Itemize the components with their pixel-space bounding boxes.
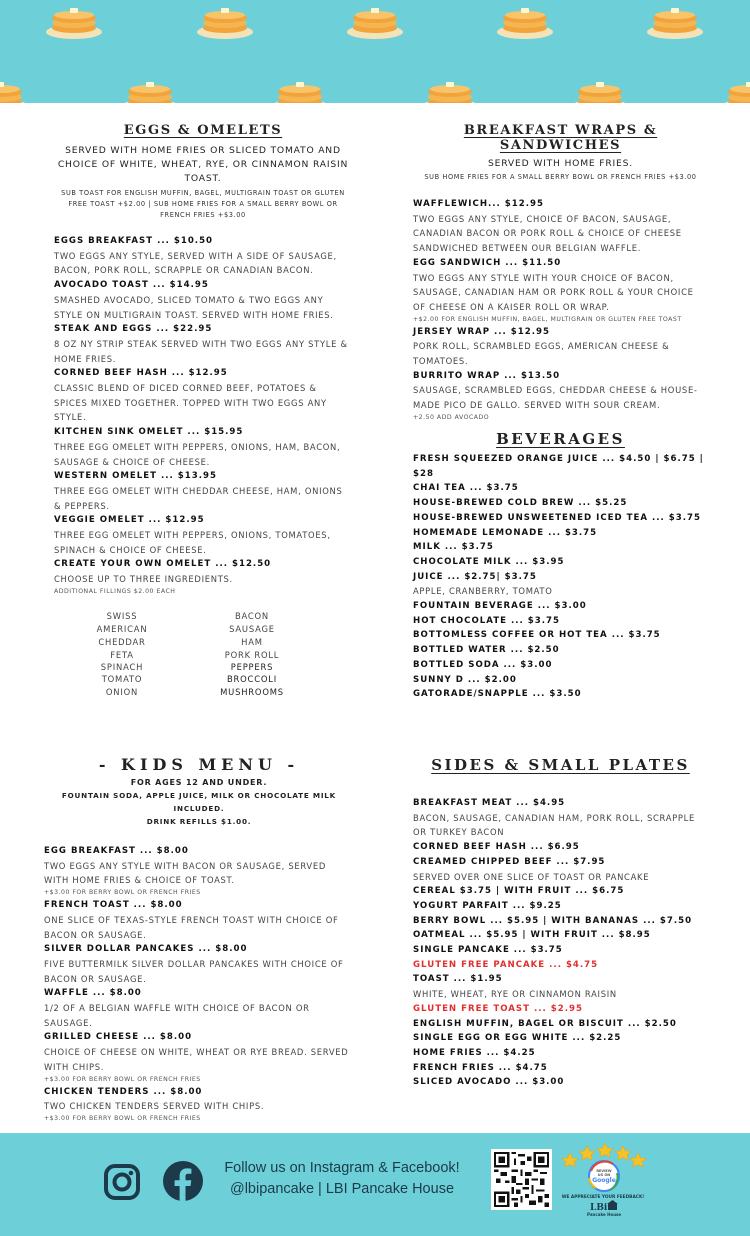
list-item: CREAMED CHIPPED BEEF ... $7.95 <box>413 856 606 867</box>
logo-text-1: LBi <box>590 1203 608 1213</box>
list-item: BREAKFAST MEAT ... $4.95 <box>413 798 566 808</box>
beverages-list <box>413 452 708 702</box>
sides-section <box>413 756 708 1090</box>
list-item: JUICE ... $2.75| $3.75 <box>413 571 537 582</box>
list-item: HOUSE-BREWED UNSWEETENED ICED TEA ... $3.75 <box>413 512 701 523</box>
fillings-grid <box>72 610 352 699</box>
list-item: SLICED AVOCADO ... $3.00 <box>413 1077 565 1088</box>
review-text-2: US ON <box>597 1173 611 1177</box>
list-item: SINGLE EGG OR EGG WHITE ... $2.25 <box>413 1033 622 1044</box>
eggs-items <box>54 234 352 597</box>
follow-line-2: @lbipancake | LBI Pancake House <box>229 1181 455 1197</box>
google-review-badge[interactable] <box>558 1141 648 1223</box>
menu-item: EGG SANDWICH ... $11.50 TWO EGGS ANY STYLE WITH YOUR CHOICE OF BACON, SAUSAGE, CANADIAN HAM OR PORK ROLL & YOUR CHOICE OF CHEESE ON A KAISER ROLL OR WRAP. +$2.00 FOR ENGLISH MUFFIN, BAGEL, MULTIGRAIN OR GLUTEN FREE TOAST <box>413 257 694 323</box>
wraps-items <box>413 197 708 423</box>
list-item: HOT CHOCOLATE ... $3.75 <box>413 615 560 626</box>
social-follow-text <box>222 1158 462 1200</box>
beverages-section <box>413 430 708 702</box>
kids-title: - KIDS MENU - <box>98 755 300 774</box>
list-item: FRENCH FRIES ... $4.75 <box>413 1062 548 1073</box>
menu-item: JERSEY WRAP ... $12.95 PORK ROLL, SCRAMBLED EGGS, AMERICAN CHEESE & TOMATOES. <box>413 326 670 367</box>
review-brand: Google <box>592 1177 616 1184</box>
beverages-title: BEVERAGES <box>496 430 625 448</box>
list-item: BERRY BOWL ... $5.95 | WITH BANANAS ... $7.50 <box>413 915 693 926</box>
list-item: MILK ... $3.75 <box>413 542 494 553</box>
list-item: CORNED BEEF HASH ... $6.95 <box>413 842 580 853</box>
menu-item: CHICKEN TENDERS ... $8.00 TWO CHICKEN TENDERS SERVED WITH CHIPS. +$3.00 FOR BERRY BOWL OR FRENCH FRIES <box>44 1086 265 1122</box>
header-pancake-band <box>0 0 750 103</box>
list-item: BOTTOMLESS COFFEE OR HOT TEA ... $3.75 <box>413 630 661 641</box>
menu-item: AVOCADO TOAST ... $14.95 SMASHED AVOCADO, SLICED TOMATO & TWO EGGS ANY STYLE ON MULTIGRAIN TOAST. SERVED WITH HOME FRIES. <box>54 280 334 320</box>
menu-item: WESTERN OMELET ... $13.95 THREE EGG OMELET WITH CHEDDAR CHEESE, HAM, ONIONS & PEPPERS. <box>54 471 343 511</box>
menu-item: EGG BREAKFAST ... $8.00 TWO EGGS ANY STYLE WITH BACON OR SAUSAGE, SERVED WITH HOME FRIES & CHOICE OF TOAST. +$3.00 FOR BERRY BOWL OR FRENCH FRIES <box>44 846 326 897</box>
fillings-left: SWISS AMERICAN CHEDDAR FETA SPINACH TOMATO ONION <box>96 610 148 697</box>
kids-subtitle-2: FOUNTAIN SODA, APPLE JUICE, MILK OR CHOCOLATE MILK INCLUDED. <box>61 791 337 813</box>
wraps-subtitle: SERVED WITH HOME FRIES. <box>488 158 633 169</box>
review-text-1: REVIEW <box>596 1169 612 1173</box>
sides-title: SIDES & SMALL PLATES <box>431 756 690 774</box>
menu-item: STEAK AND EGGS ... $22.95 8 OZ NY STRIP STEAK SERVED WITH TWO EGGS ANY STYLE & HOME FRIES. <box>54 324 348 364</box>
menu-item: GRILLED CHEESE ... $8.00 CHOICE OF CHEESE ON WHITE, WHEAT OR RYE BREAD. SERVED WITH CHIPS. +$3.00 FOR BERRY BOWL OR FRENCH FRIES <box>44 1032 349 1083</box>
list-item: ENGLISH MUFFIN, BAGEL OR BISCUIT ... $2.50 <box>413 1018 677 1029</box>
logo-text-2: Pancake House <box>587 1212 622 1217</box>
list-item: FRESH SQUEEZED ORANGE JUICE ... $4.50 | $6.75 | $28 <box>413 454 704 479</box>
list-item: FOUNTAIN BEVERAGE ... $3.00 <box>413 601 587 612</box>
list-item: GATORADE/SNAPPLE ... $3.50 <box>413 689 582 700</box>
menu-item: CORNED BEEF HASH ... $12.95 CLASSIC BLEND OF DICED CORNED BEEF, POTATOES & SPICES MIXED TOGETHER. TOPPED WITH TWO EGGS ANY STYLE. <box>54 368 327 423</box>
instagram-icon[interactable] <box>103 1163 141 1201</box>
eggs-subtitle: SERVED WITH HOME FRIES OR SLICED TOMATO AND CHOICE OF WHITE, WHEAT, RYE, OR CINNAMON RAISIN TOAST. <box>57 145 349 184</box>
list-item: CEREAL $3.75 | WITH FRUIT ... $6.75 <box>413 886 625 897</box>
kids-section <box>44 755 354 1124</box>
list-item: TOAST ... $1.95 <box>413 974 503 985</box>
list-item: BOTTLED WATER ... $2.50 <box>413 645 560 656</box>
sides-list: BREAKFAST MEAT ... $4.95 BACON, SAUSAGE, CANADIAN HAM, PORK ROLL, SCRAPPLE OR TURKEY BACON CORNED BEEF HASH ... $6.95 CREAMED CHIPPED BEEF ... $7.95 SERVED OVER ONE SLICE OF TOAST OR PANCAKE CEREAL $3.75 | WITH FRUIT ... $6.75 YOGURT PARFAIT ... $9.25 BERRY BOWL ... $5.95 | WITH BANANAS ... $7.50 OATMEAL ... $5.95 | WITH FRUIT ... $8.95 SINGLE PANCAKE ... $3.75 GLUTEN FREE PANCAKE ... $4.75 TOAST ... $1.95 WHITE, WHEAT, RYE OR CINNAMON RAISIN GLUTEN FREE TOAST ... $2.95 ENGLISH MUFFIN, BAGEL OR BISCUIT ... $2.50 SINGLE EGG OR EGG WHITE ... $2.25 HOME FRIES ... $4.25 FRENCH FRIES ... $4.75 SLICED AVOCADO ... $3.00 <box>413 796 708 1090</box>
wraps-note: SUB HOME FRIES FOR A SMALL BERRY BOWL OR FRENCH FRIES +$3.00 <box>424 173 697 181</box>
juice-desc: APPLE, CRANBERRY, TOMATO <box>413 586 553 597</box>
eggs-note: SUB TOAST FOR ENGLISH MUFFIN, BAGEL, MULTIGRAIN TOAST OR GLUTEN FREE TOAST +$2.00 | SUB HOME FRIES FOR A SMALL BERRY BOWL OR FRENCH FRIES +$3.00 <box>61 189 345 219</box>
follow-line-1: Follow us on Instagram & Facebook! <box>224 1160 460 1176</box>
menu-item: FRENCH TOAST ... $8.00 ONE SLICE OF TEXAS-STYLE FRENCH TOAST WITH CHOICE OF BACON OR SAUSAGE. <box>44 900 339 940</box>
eggs-title: EGGS & OMELETS <box>123 123 283 138</box>
eggs-section <box>54 123 352 699</box>
fillings-right: BACON SAUSAGE HAM PORK ROLL PEPPERS BROCCOLI MUSHROOMS <box>220 610 284 697</box>
fillings-note: ADDITIONAL FILLINGS $2.00 EACH <box>54 587 176 595</box>
menu-item: CREATE YOUR OWN OMELET ... $12.50 CHOOSE UP TO THREE INGREDIENTS. <box>54 559 272 585</box>
list-item: GLUTEN FREE TOAST ... $2.95 <box>413 1003 583 1014</box>
menu-item: EGGS BREAKFAST ... $10.50 TWO EGGS ANY STYLE, SERVED WITH A SIDE OF SAUSAGE, BACON, PORK ROLL, SCRAPPLE OR CANADIAN BACON. <box>54 236 337 276</box>
list-item: HOME FRIES ... $4.25 <box>413 1047 536 1058</box>
menu-item: BURRITO WRAP ... $13.50 SAUSAGE, SCRAMBLED EGGS, CHEDDAR CHEESE & HOUSE-MADE PICO DE GALLO. SERVED WITH SOUR CREAM. +2.50 ADD AVOCADO <box>413 370 698 421</box>
list-item: OATMEAL ... $5.95 | WITH FRUIT ... $8.95 <box>413 930 651 941</box>
facebook-icon[interactable] <box>162 1160 204 1202</box>
list-item: BOTTLED SODA ... $3.00 <box>413 659 553 670</box>
qr-code-icon[interactable] <box>491 1149 552 1210</box>
pancake-stack-icon <box>0 0 750 103</box>
menu-item: VEGGIE OMELET ... $12.95 THREE EGG OMELET WITH PEPPERS, ONIONS, TOMATOES, SPINACH & CHOICE OF CHEESE. <box>54 515 331 555</box>
list-item: SINGLE PANCAKE ... $3.75 <box>413 945 563 956</box>
menu-item: KITCHEN SINK OMELET ... $15.95 THREE EGG OMELET WITH PEPPERS, ONIONS, HAM, BACON, SAUSAGE & CHOICE OF CHEESE. <box>54 427 341 467</box>
list-item: CHAI TEA ... $3.75 <box>413 483 519 494</box>
kids-subtitle-3: DRINK REFILLS $1.00. <box>146 817 252 826</box>
list-item: SUNNY D ... $2.00 <box>413 674 517 685</box>
kids-items <box>44 844 354 1124</box>
menu-item: WAFFLE ... $8.00 1/2 OF A BELGIAN WAFFLE WITH CHOICE OF BACON OR SAUSAGE. <box>44 988 310 1028</box>
kids-subtitle-1: FOR AGES 12 AND UNDER. <box>130 778 268 787</box>
list-item: HOUSE-BREWED COLD BREW ... $5.25 <box>413 498 628 509</box>
menu-item: SILVER DOLLAR PANCAKES ... $8.00 FIVE BUTTERMILK SILVER DOLLAR PANCAKES WITH CHOICE OF BACON OR SAUSAGE. <box>44 944 344 984</box>
list-item: GLUTEN FREE PANCAKE ... $4.75 <box>413 959 599 970</box>
menu-item: WAFFLEWICH... $12.95 TWO EGGS ANY STYLE, CHOICE OF BACON, SAUSAGE, CANADIAN BACON OR PORK ROLL & CHOICE OF CHEESE SANDWICHED BETWEEN OUR BELGIAN WAFFLE. <box>413 199 682 254</box>
wraps-section <box>413 123 708 423</box>
wraps-title: BREAKFAST WRAPS & SANDWICHES <box>463 123 658 153</box>
list-item: HOMEMADE LEMONADE ... $3.75 <box>413 527 598 538</box>
review-thanks: WE APPRECIATE YOUR FEEDBACK! <box>561 1195 645 1200</box>
list-item: YOGURT PARFAIT ... $9.25 <box>413 900 562 911</box>
list-item: CHOCOLATE MILK ... $3.95 <box>413 556 565 567</box>
